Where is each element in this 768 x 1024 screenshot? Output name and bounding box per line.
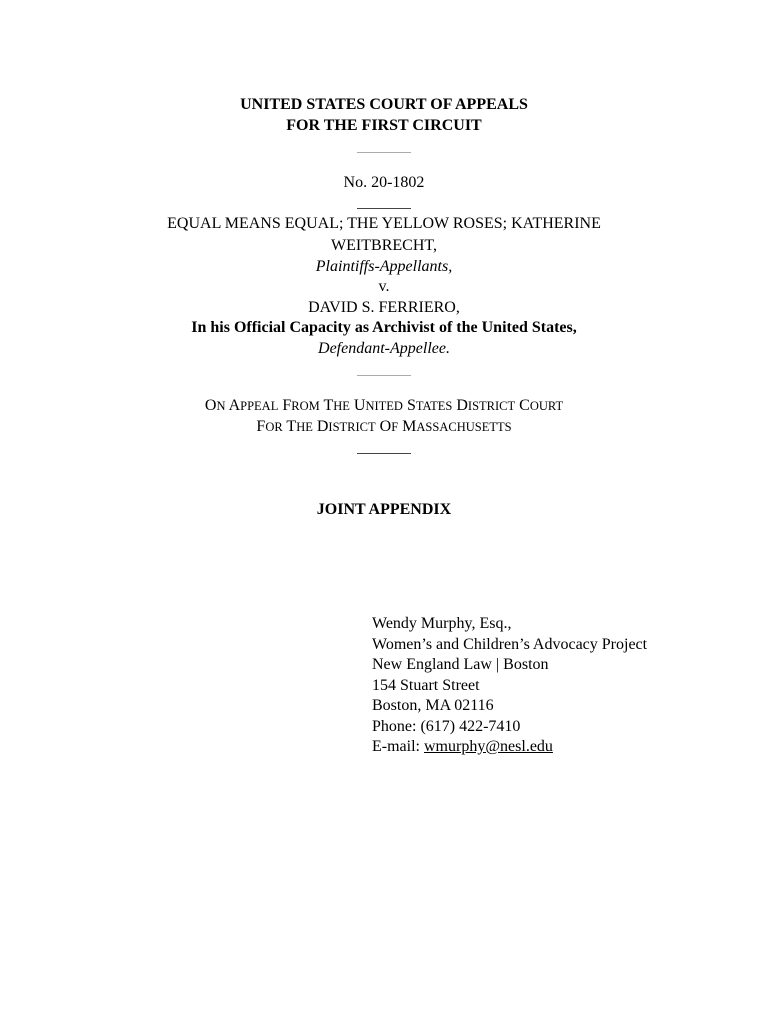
divider <box>357 375 411 376</box>
email-link[interactable]: wmurphy@nesl.edu <box>423 738 553 755</box>
appellee-name: DAVID S. FERRIERO, <box>308 299 460 316</box>
appellants-role: Plaintiffs-Appellants, <box>315 258 453 275</box>
divider <box>357 453 411 454</box>
appellee-role: Defendant-Appellee. <box>318 340 450 357</box>
organization: Women’s and Children’s Advocacy Project <box>372 635 648 653</box>
attorney-name: Wendy Murphy, Esq., <box>372 615 512 632</box>
appellants-line1: EQUAL MEANS EQUAL; THE YELLOW ROSES; KATHERINE <box>167 215 601 232</box>
attorney-contact-block <box>372 614 647 758</box>
case-number: No. 20-1802 <box>343 174 425 191</box>
divider <box>357 152 411 153</box>
court-name-line2: FOR THE FIRST CIRCUIT <box>286 117 482 134</box>
document-title: JOINT APPENDIX <box>316 501 452 518</box>
email-label: E-mail: <box>372 738 424 755</box>
court-name-line1: UNITED STATES COURT OF APPEALS <box>240 96 528 113</box>
email-line <box>372 737 647 758</box>
appellants-line2: WEITBRECHT, <box>331 237 437 254</box>
appellee-capacity: In his Official Capacity as Archivist of the United States, <box>191 319 577 336</box>
divider <box>357 208 411 209</box>
appeal-line2: FOR THE DISTRICT OF MASSACHUSETTS <box>256 418 512 435</box>
street-address: 154 Stuart Street <box>372 676 480 694</box>
law-school: New England Law | Boston <box>372 656 549 673</box>
appeal-line1: ON APPEAL FROM THE UNITED STATES DISTRICT COURT <box>204 397 564 414</box>
phone: Phone: (617) 422-7410 <box>372 717 521 735</box>
versus: v. <box>378 278 390 295</box>
city-state-zip: Boston, MA 02116 <box>372 697 494 714</box>
